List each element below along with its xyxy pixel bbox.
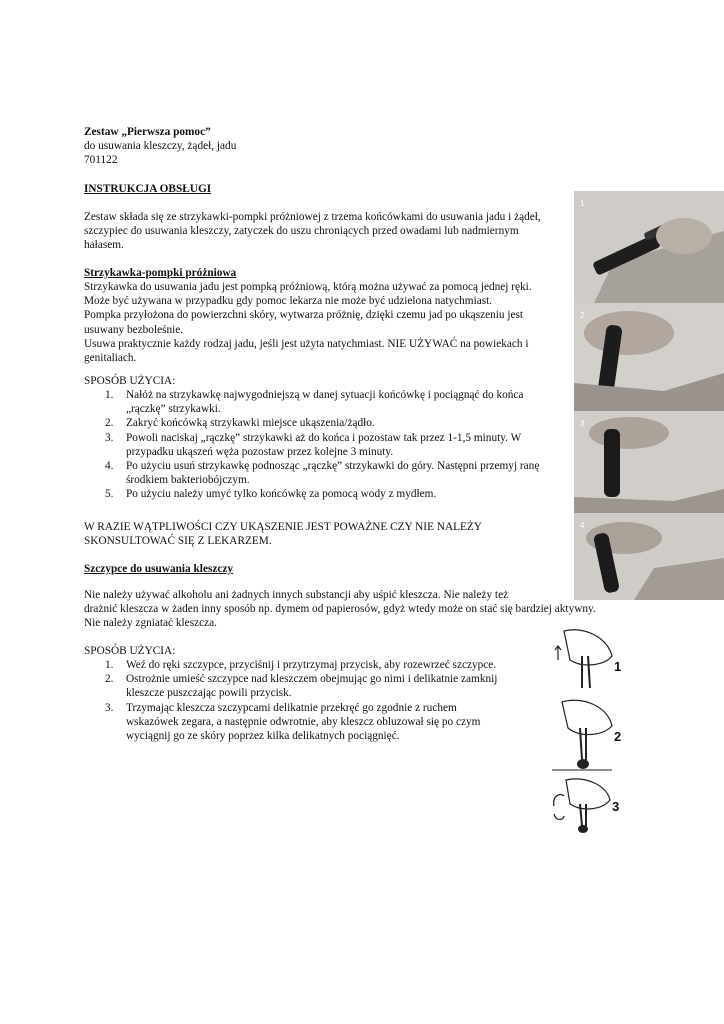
step-text: Po użyciu należy umyć tylko końcówkę za pomocą wody z mydłem. <box>126 488 437 501</box>
document-header <box>84 125 236 168</box>
tweezers-line: Nie należy używać alkoholu ani żadnych innych substancji aby uśpić kleszcza. Nie należy też <box>84 589 509 601</box>
list-item <box>84 431 539 459</box>
step-text: Weź do ręki szczypce, przyciśnij i przytrzymaj przycisk, aby rozewrzeć szczypce. <box>126 659 497 671</box>
pump-photo-illustration <box>574 303 724 411</box>
step-text: „rączkę” strzykawki. <box>126 403 221 416</box>
step-number: 4. <box>105 460 114 473</box>
photo-step-number: 1 <box>580 199 585 208</box>
step-text: kleszcze puszczając powili przycisk. <box>126 687 292 700</box>
intro-paragraph <box>84 210 541 253</box>
pump-usage-heading: SPOSÓB UŻYCIA: <box>84 375 176 387</box>
sketch-step-number: 1 <box>614 659 622 674</box>
tweezers-description <box>84 588 596 631</box>
photo-step-number: 4 <box>580 521 585 530</box>
document-subtitle: do usuwania kleszczy, żądeł, jadu <box>84 140 237 153</box>
sketch-step-number: 3 <box>612 799 620 814</box>
list-item <box>84 416 539 430</box>
warning-line: W RAZIE WĄTPLIWOŚCI CZY UKĄSZENIE JEST POWAŻNE CZY NIE NALEŻY <box>84 521 482 533</box>
pump-line: Strzykawka do usuwania jadu jest pompką próżniową, którą można używać za pomocą jednej ręki. <box>84 281 532 293</box>
step-number: 2. <box>105 673 114 686</box>
step-number: 5. <box>105 488 114 501</box>
photo-step-number: 2 <box>580 311 585 320</box>
list-item <box>84 459 539 487</box>
tweezer-step-sketch <box>552 626 624 694</box>
intro-line: hałasem. <box>84 239 124 252</box>
instructions-heading: INSTRUKCJA OBSŁUGI <box>84 183 212 195</box>
product-code: 701122 <box>84 154 118 167</box>
step-text: Po użyciu usuń strzykawkę podnosząc „rączkę” strzykawki do góry. Następni przemyj ranę <box>126 460 540 473</box>
step-text: Ostrożnie umieść szczypce nad kleszczem obejmując go nimi i delikatnie zamknij <box>126 673 498 686</box>
step-text: wskazówek zegara, a następnie odwrotnie, aby kleszcz obluzował się po czym <box>126 715 481 728</box>
pump-line: Pompka przyłożona do powierzchni skóry, wytwarza próżnię, dzięki czemu jad po ukąszeniu jest <box>84 309 524 322</box>
step-number: 2. <box>105 417 114 430</box>
list-item <box>84 672 497 700</box>
list-item <box>84 388 539 416</box>
tweezer-step-sketch <box>552 776 624 836</box>
tweezers-steps-list <box>84 658 497 743</box>
pump-line: genitaliach. <box>84 352 137 365</box>
warning-line: SKONSULTOWAĆ SIĘ Z LEKARZEM. <box>84 535 272 548</box>
warning-notice <box>84 520 482 548</box>
tweezer-step-sketch <box>552 694 624 774</box>
pump-line: Usuwa praktycznie każdy rodzaj jadu, jeśli jest użyta natychmiast. NIE UŻYWAĆ na powiekach i <box>84 337 529 350</box>
step-number: 1. <box>105 659 114 671</box>
pump-line: usuwany bezboleśnie. <box>84 323 184 336</box>
pump-step-photo <box>574 191 724 303</box>
step-text: Powoli naciskaj „rączkę” strzykawki aż do końca i pozostaw tak przez 1-1,5 minuty. W <box>126 431 522 444</box>
pump-photo-illustration <box>574 411 724 513</box>
intro-line: szczypiec do usuwania kleszczy, zatyczek do uszu chroniących przed owadami lub nadmiernym <box>84 225 519 238</box>
tweezers-usage-heading: SPOSÓB UŻYCIA: <box>84 645 176 657</box>
step-number: 3. <box>105 431 114 444</box>
pump-step-photo <box>574 513 724 600</box>
tweezers-line: Nie należy zgniatać kleszcza. <box>84 617 217 630</box>
list-item <box>84 701 497 744</box>
step-text: Trzymając kleszcza szczypcami delikatnie przekręć go zgodnie z ruchem <box>126 701 457 714</box>
list-item <box>84 487 539 501</box>
tweezers-line: drażnić kleszcza w żaden inny sposób np. dymem od papierosów, gdyż wtedy może on stać się bardziej aktywny. <box>84 603 596 616</box>
step-text: wyciągnij go ze skóry poprzez kilka delikatnych pociągnięć. <box>126 730 400 743</box>
pump-description <box>84 280 532 365</box>
step-text: Nałóż na strzykawkę najwygodniejszą w danej sytuacji końcówkę i pociągnąć do końca <box>126 389 524 401</box>
pump-step-photo <box>574 303 724 411</box>
document-title: Zestaw „Pierwsza pomoc” <box>84 126 211 138</box>
list-item <box>84 658 497 672</box>
pump-photo-illustration <box>574 191 724 303</box>
pump-line: Może być używana w przypadku gdy pomoc lekarza nie może być udzielona natychmiast. <box>84 295 493 308</box>
step-text: przypadku ukąszeń węża pozostaw przez kolejne 3 minuty. <box>126 445 394 458</box>
sketch-step-number: 2 <box>614 729 622 744</box>
step-number: 3. <box>105 701 114 714</box>
pump-steps-list <box>84 388 539 502</box>
pump-photo-illustration <box>574 513 724 600</box>
step-text: środkiem bakteriobójczym. <box>126 474 250 487</box>
tweezers-section-heading: Szczypce do usuwania kleszczy <box>84 563 234 575</box>
photo-step-number: 3 <box>580 419 585 428</box>
intro-line: Zestaw składa się ze strzykawki-pompki próżniowej z trzema końcówkami do usuwania jadu i żądeł, <box>84 211 541 223</box>
step-number: 1. <box>105 389 114 401</box>
pump-section-heading: Strzykawka-pompki próżniowa <box>84 267 237 279</box>
pump-step-photo <box>574 411 724 513</box>
step-text: Zakryć końcówką strzykawki miejsce ukąszenia/żądło. <box>126 417 375 430</box>
